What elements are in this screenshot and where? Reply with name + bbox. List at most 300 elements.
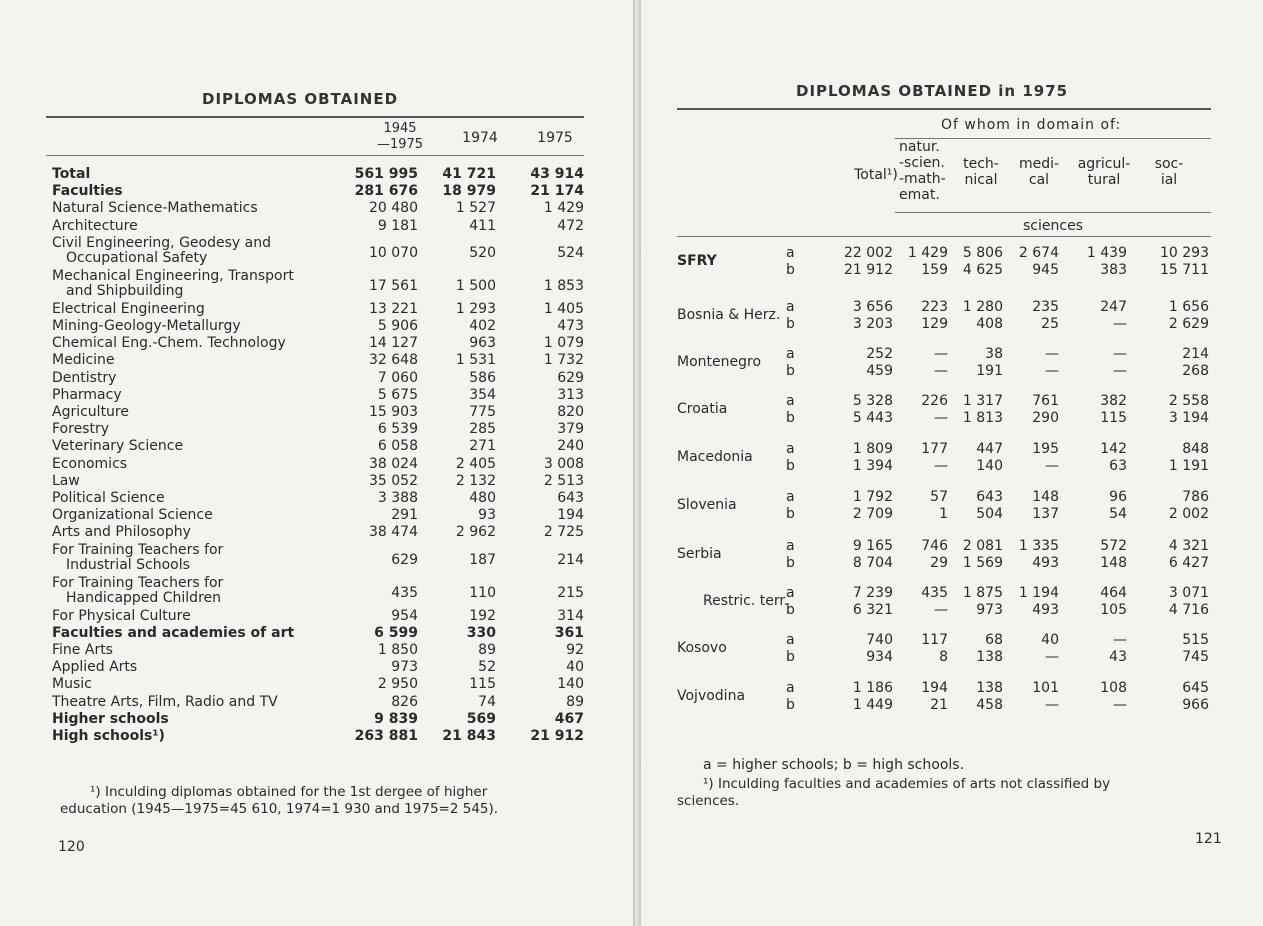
left-footnote-line-1: ¹) Inculding diplomas obtained for the 1st dergee of higher xyxy=(90,784,488,800)
table-cell: 2 950 xyxy=(377,676,418,693)
table-cell: 1 317 xyxy=(962,393,1003,409)
table-cell: 746 xyxy=(921,538,948,554)
top-rule xyxy=(46,116,584,118)
table-cell: 142 xyxy=(1100,441,1127,457)
row-marker-b: b xyxy=(786,458,795,474)
table-cell: — xyxy=(1045,458,1059,474)
table-cell: 21 843 xyxy=(442,728,496,744)
table-cell: 5 806 xyxy=(962,245,1003,261)
table-cell: 761 xyxy=(1032,393,1059,409)
table-cell: 1 429 xyxy=(543,200,584,217)
table-cell: 1 xyxy=(939,506,948,522)
table-cell: 629 xyxy=(557,369,584,386)
row-label: For Physical Culture xyxy=(52,607,191,624)
table-cell: 8 704 xyxy=(852,555,893,571)
table-cell: 105 xyxy=(1100,602,1127,618)
row-label: Civil Engineering, Geodesy and xyxy=(52,234,271,251)
table-cell: 20 480 xyxy=(369,200,418,217)
table-cell: 561 995 xyxy=(354,166,418,182)
header-rule xyxy=(46,155,584,156)
right-page xyxy=(641,0,1263,926)
row-marker-b: b xyxy=(786,602,795,618)
table-cell: — xyxy=(1045,346,1059,362)
table-cell: — xyxy=(934,346,948,362)
table-cell: 458 xyxy=(976,697,1003,713)
table-cell: 473 xyxy=(557,318,584,334)
table-cell: 826 xyxy=(391,693,418,710)
row-label-continued: and Shipbuilding xyxy=(66,282,184,299)
table-cell: 330 xyxy=(466,624,496,641)
table-cell: 1 809 xyxy=(852,441,893,457)
table-cell: 383 xyxy=(1100,262,1127,278)
table-cell: 25 xyxy=(1041,316,1059,332)
table-cell: 2 629 xyxy=(1168,316,1209,332)
table-cell: 110 xyxy=(469,584,496,601)
table-cell: 493 xyxy=(1032,555,1059,571)
table-cell: 480 xyxy=(469,490,496,506)
table-cell: 472 xyxy=(557,217,584,234)
table-cell: 117 xyxy=(921,632,948,648)
region-label: Vojvodina xyxy=(677,688,746,704)
table-cell: 2 725 xyxy=(543,524,584,541)
table-cell: 268 xyxy=(1182,363,1209,379)
table-cell: — xyxy=(934,602,948,618)
table-cell: 148 xyxy=(1100,555,1127,571)
row-marker-b: b xyxy=(786,697,795,713)
table-cell: 954 xyxy=(391,607,418,624)
table-cell: — xyxy=(1113,346,1127,362)
table-cell: 6 539 xyxy=(377,421,418,438)
table-cell: 5 328 xyxy=(852,393,893,409)
table-cell: 194 xyxy=(921,680,948,696)
row-label: Natural Science-Mathematics xyxy=(52,200,258,217)
row-label: Faculties xyxy=(52,183,123,200)
table-cell: 745 xyxy=(1182,649,1209,665)
table-cell: 271 xyxy=(469,438,496,455)
region-label: Kosovo xyxy=(677,640,727,656)
table-cell: 13 221 xyxy=(369,300,418,317)
sciences-label: sciences xyxy=(1023,218,1083,234)
table-cell: 21 xyxy=(930,697,948,713)
table-cell: 504 xyxy=(976,506,1003,522)
table-cell: 1 449 xyxy=(852,697,893,713)
table-cell: 1 293 xyxy=(455,300,496,317)
row-label: Chemical Eng.-Chem. Technology xyxy=(52,335,286,352)
table-cell: 137 xyxy=(1032,506,1059,522)
table-cell: 515 xyxy=(1182,632,1209,648)
table-cell: 138 xyxy=(976,680,1003,696)
region-label: Croatia xyxy=(677,401,728,417)
column-header: Total¹) xyxy=(854,167,898,183)
table-cell: 1 191 xyxy=(1168,458,1209,474)
row-marker-a: a xyxy=(786,441,795,457)
table-cell: 281 676 xyxy=(354,183,418,200)
table-cell: 223 xyxy=(921,299,948,315)
table-cell: 786 xyxy=(1182,489,1209,505)
table-cell: 3 194 xyxy=(1168,410,1209,426)
table-cell: 108 xyxy=(1100,680,1127,696)
table-cell: 1 853 xyxy=(543,277,584,294)
row-marker-b: b xyxy=(786,410,795,426)
row-label: Theatre Arts, Film, Radio and TV xyxy=(52,693,278,710)
table-cell: 7 060 xyxy=(377,369,418,386)
table-cell: 2 132 xyxy=(455,472,496,489)
table-cell: 101 xyxy=(1032,680,1059,696)
col-header-1974: 1974 xyxy=(462,130,498,146)
right-footnote xyxy=(677,776,1223,810)
row-label: Pharmacy xyxy=(52,386,122,403)
region-label: Macedonia xyxy=(677,449,753,465)
row-label: Organizational Science xyxy=(52,507,213,524)
table-cell: 22 002 xyxy=(844,245,893,261)
table-cell: 1 569 xyxy=(962,555,1003,571)
right-footnote-line-2: sciences. xyxy=(677,793,740,809)
right-page-number: 121 xyxy=(1195,831,1222,847)
row-marker-b: b xyxy=(786,316,795,332)
table-cell: 138 xyxy=(976,649,1003,665)
row-label: Total xyxy=(52,166,91,182)
row-label: Dentistry xyxy=(52,369,117,386)
table-cell: 524 xyxy=(557,244,584,261)
table-cell: 408 xyxy=(976,316,1003,332)
table-cell: 966 xyxy=(1182,697,1209,713)
table-cell: 21 912 xyxy=(530,728,584,744)
region-label: Slovenia xyxy=(677,497,737,513)
table-cell: 459 xyxy=(866,363,893,379)
table-cell: 10 293 xyxy=(1160,245,1209,261)
table-cell: 63 xyxy=(1109,458,1127,474)
table-cell: 1 792 xyxy=(852,489,893,505)
row-label-continued: Handicapped Children xyxy=(66,589,222,606)
col-header-1975: 1975 xyxy=(537,130,573,146)
table-cell: 645 xyxy=(1182,680,1209,696)
table-cell: 43 914 xyxy=(530,166,584,182)
table-cell: 5 675 xyxy=(377,386,418,403)
table-cell: 1 527 xyxy=(455,200,496,217)
table-cell: 38 474 xyxy=(369,524,418,541)
table-cell: — xyxy=(934,363,948,379)
table-cell: 1 500 xyxy=(455,277,496,294)
column-header: tech- nical xyxy=(963,156,999,188)
table-cell: — xyxy=(1045,697,1059,713)
row-label: Economics xyxy=(52,455,128,472)
table-cell: 775 xyxy=(469,404,496,420)
table-cell: — xyxy=(1113,697,1127,713)
table-cell: 140 xyxy=(976,458,1003,474)
row-marker-a: a xyxy=(786,346,795,362)
table-cell: 6 058 xyxy=(377,438,418,455)
row-label: Applied Arts xyxy=(52,659,138,676)
row-marker-a: a xyxy=(786,680,795,696)
table-cell: 41 721 xyxy=(442,166,496,182)
table-cell: 52 xyxy=(478,659,496,676)
table-cell: 643 xyxy=(976,489,1003,505)
table-cell: 848 xyxy=(1182,441,1209,457)
column-header: agricul- tural xyxy=(1077,156,1131,188)
table-cell: 4 321 xyxy=(1168,538,1209,554)
left-footnote-line-2: education (1945—1975=45 610, 1974=1 930 and 1975=2 545). xyxy=(60,801,499,817)
table-cell: 1 186 xyxy=(852,680,893,696)
table-cell: 192 xyxy=(469,607,496,624)
left-page-title: DIPLOMAS OBTAINED xyxy=(202,90,399,108)
row-label: Medicine xyxy=(52,352,115,369)
table-cell: 4 716 xyxy=(1168,602,1209,618)
left-page-number: 120 xyxy=(58,839,85,855)
row-marker-b: b xyxy=(786,262,795,278)
table-cell: 14 127 xyxy=(369,335,418,352)
row-label: For Training Teachers for xyxy=(52,541,224,558)
table-cell: 1 875 xyxy=(962,585,1003,601)
table-cell: 1 429 xyxy=(907,245,948,261)
row-marker-b: b xyxy=(786,363,795,379)
table-cell: 40 xyxy=(566,659,584,676)
table-cell: 159 xyxy=(921,262,948,278)
table-cell: 29 xyxy=(930,555,948,571)
table-cell: 263 881 xyxy=(354,728,418,744)
table-cell: 191 xyxy=(976,363,1003,379)
table-cell: — xyxy=(934,410,948,426)
table-cell: 2 962 xyxy=(455,524,496,541)
table-cell: 2 081 xyxy=(962,538,1003,554)
table-cell: 447 xyxy=(976,441,1003,457)
table-cell: 194 xyxy=(557,507,584,524)
table-cell: 187 xyxy=(469,551,496,568)
table-cell: 3 203 xyxy=(852,316,893,332)
table-cell: 3 008 xyxy=(543,455,584,472)
table-cell: 21 174 xyxy=(530,183,584,200)
region-label: Serbia xyxy=(677,546,722,562)
row-marker-b: b xyxy=(786,555,795,571)
table-cell: 4 625 xyxy=(962,262,1003,278)
table-cell: 21 912 xyxy=(844,262,893,278)
table-cell: 43 xyxy=(1109,649,1127,665)
row-label: For Training Teachers for xyxy=(52,574,224,591)
table-cell: 2 558 xyxy=(1168,393,1209,409)
row-marker-a: a xyxy=(786,299,795,315)
table-cell: 89 xyxy=(566,693,584,710)
right-page-title: DIPLOMAS OBTAINED in 1975 xyxy=(796,82,1069,100)
table-cell: 9 181 xyxy=(377,217,418,234)
column-header: soc- ial xyxy=(1154,156,1184,188)
table-cell: 18 979 xyxy=(442,183,496,200)
row-marker-a: a xyxy=(786,538,795,554)
row-marker-a: a xyxy=(786,585,795,601)
table-cell: 520 xyxy=(469,244,496,261)
table-cell: 379 xyxy=(557,421,584,438)
row-label: Agriculture xyxy=(52,404,129,420)
table-cell: 40 xyxy=(1041,632,1059,648)
region-label: Bosnia & Herz. xyxy=(677,307,781,323)
table-cell: — xyxy=(934,458,948,474)
table-cell: 1 813 xyxy=(962,410,1003,426)
table-cell: 115 xyxy=(469,676,496,693)
table-cell: 10 070 xyxy=(369,244,418,261)
table-cell: 973 xyxy=(976,602,1003,618)
table-cell: 8 xyxy=(939,649,948,665)
table-cell: 740 xyxy=(866,632,893,648)
row-label: Higher schools xyxy=(52,710,169,727)
table-cell: 1 656 xyxy=(1168,299,1209,315)
table-cell: 35 052 xyxy=(369,472,418,489)
row-label: Electrical Engineering xyxy=(52,300,205,317)
table-cell: 1 335 xyxy=(1018,538,1059,554)
table-cell: 247 xyxy=(1100,299,1127,315)
col-header-1945-1975: 1945 —1975 xyxy=(376,121,424,152)
table-cell: 6 599 xyxy=(374,624,418,641)
table-cell: 96 xyxy=(1109,489,1127,505)
row-label: Music xyxy=(52,676,92,693)
row-marker-a: a xyxy=(786,245,795,261)
table-cell: 945 xyxy=(1032,262,1059,278)
row-label: Veterinary Science xyxy=(52,438,184,455)
table-cell: 2 405 xyxy=(455,455,496,472)
table-cell: 140 xyxy=(557,676,584,693)
table-cell: 129 xyxy=(921,316,948,332)
table-cell: 643 xyxy=(557,490,584,506)
table-cell: 38 024 xyxy=(369,455,418,472)
sciences-rule-top xyxy=(895,212,1211,213)
row-label: High schools¹) xyxy=(52,728,165,744)
row-label: Architecture xyxy=(52,217,138,234)
region-label: Montenegro xyxy=(677,354,762,370)
column-header: natur. -scien. -math- emat. xyxy=(899,139,946,203)
table-cell: 3 656 xyxy=(852,299,893,315)
table-cell: 3 388 xyxy=(377,490,418,506)
table-cell: 1 850 xyxy=(377,642,418,658)
table-cell: 464 xyxy=(1100,585,1127,601)
table-cell: 89 xyxy=(478,642,496,658)
table-cell: 1 079 xyxy=(543,335,584,352)
row-label-continued: Occupational Safety xyxy=(66,249,208,266)
domain-group-header: Of whom in domain of: xyxy=(941,117,1122,133)
table-cell: 17 561 xyxy=(369,277,418,294)
table-cell: 226 xyxy=(921,393,948,409)
row-label: Law xyxy=(52,472,80,489)
table-cell: 1 732 xyxy=(543,352,584,369)
book-gutter xyxy=(633,0,641,926)
table-cell: 629 xyxy=(391,551,418,568)
table-cell: 1 439 xyxy=(1086,245,1127,261)
table-cell: 32 648 xyxy=(369,352,418,369)
table-cell: 214 xyxy=(1182,346,1209,362)
table-cell: 493 xyxy=(1032,602,1059,618)
table-cell: 93 xyxy=(478,507,496,524)
table-cell: 1 531 xyxy=(455,352,496,369)
table-cell: 74 xyxy=(478,693,496,710)
table-cell: 285 xyxy=(469,421,496,438)
region-label: SFRY xyxy=(677,253,717,269)
table-cell: 214 xyxy=(557,551,584,568)
row-label: Political Science xyxy=(52,490,165,506)
table-cell: 313 xyxy=(557,386,584,403)
row-marker-a: a xyxy=(786,632,795,648)
table-cell: — xyxy=(1113,632,1127,648)
table-cell: 586 xyxy=(469,369,496,386)
table-cell: 9 165 xyxy=(852,538,893,554)
column-header: medi- cal xyxy=(1018,156,1060,188)
table-cell: 92 xyxy=(566,642,584,658)
table-cell: 9 839 xyxy=(374,710,418,727)
table-cell: 148 xyxy=(1032,489,1059,505)
left-footnote xyxy=(60,784,610,818)
table-cell: 1 394 xyxy=(852,458,893,474)
table-cell: 2 709 xyxy=(852,506,893,522)
table-cell: 467 xyxy=(554,710,584,727)
table-cell: 820 xyxy=(557,404,584,420)
table-cell: 68 xyxy=(985,632,1003,648)
table-cell: 1 405 xyxy=(543,300,584,317)
table-cell: — xyxy=(1113,316,1127,332)
table-cell: 2 002 xyxy=(1168,506,1209,522)
top-rule-right xyxy=(677,108,1211,110)
table-cell: 290 xyxy=(1032,410,1059,426)
table-cell: 569 xyxy=(466,710,496,727)
table-cell: — xyxy=(1113,363,1127,379)
table-cell: 314 xyxy=(557,607,584,624)
table-cell: 572 xyxy=(1100,538,1127,554)
legend-text: a = higher schools; b = high schools. xyxy=(703,757,965,773)
row-marker-b: b xyxy=(786,649,795,665)
table-cell: 6 321 xyxy=(852,602,893,618)
row-marker-a: a xyxy=(786,489,795,505)
table-cell: 361 xyxy=(554,624,584,641)
row-label: Mechanical Engineering, Transport xyxy=(52,267,294,284)
table-cell: 235 xyxy=(1032,299,1059,315)
table-cell: 15 711 xyxy=(1160,262,1209,278)
table-cell: 115 xyxy=(1100,410,1127,426)
table-cell: 38 xyxy=(985,346,1003,362)
table-cell: 215 xyxy=(557,584,584,601)
table-cell: 7 239 xyxy=(852,585,893,601)
table-cell: 963 xyxy=(469,335,496,352)
table-cell: 291 xyxy=(391,507,418,524)
table-cell: 240 xyxy=(557,438,584,455)
table-cell: 5 906 xyxy=(377,318,418,334)
table-cell: 1 280 xyxy=(962,299,1003,315)
table-cell: 3 071 xyxy=(1168,585,1209,601)
row-marker-b: b xyxy=(786,506,795,522)
table-cell: 57 xyxy=(930,489,948,505)
table-cell: 2 674 xyxy=(1018,245,1059,261)
table-cell: 15 903 xyxy=(369,404,418,420)
row-label: Fine Arts xyxy=(52,642,113,658)
row-label: Mining-Geology-Metallurgy xyxy=(52,318,241,334)
table-cell: 973 xyxy=(391,659,418,676)
header-rule-right xyxy=(677,236,1211,237)
table-cell: — xyxy=(1045,649,1059,665)
table-cell: 54 xyxy=(1109,506,1127,522)
row-label-continued: Industrial Schools xyxy=(66,556,190,573)
table-cell: 1 194 xyxy=(1018,585,1059,601)
region-label: Restric. terr. xyxy=(703,593,789,609)
table-cell: 5 443 xyxy=(852,410,893,426)
table-cell: 435 xyxy=(921,585,948,601)
row-label: Forestry xyxy=(52,421,110,438)
table-cell: 177 xyxy=(921,441,948,457)
row-label: Faculties and academies of art xyxy=(52,624,295,641)
table-cell: 411 xyxy=(469,217,496,234)
table-cell: 195 xyxy=(1032,441,1059,457)
table-cell: 354 xyxy=(469,386,496,403)
table-cell: 6 427 xyxy=(1168,555,1209,571)
table-cell: 934 xyxy=(866,649,893,665)
row-label: Arts and Philosophy xyxy=(52,524,191,541)
table-cell: 252 xyxy=(866,346,893,362)
table-cell: 435 xyxy=(391,584,418,601)
row-marker-a: a xyxy=(786,393,795,409)
table-cell: — xyxy=(1045,363,1059,379)
table-cell: 2 513 xyxy=(543,472,584,489)
